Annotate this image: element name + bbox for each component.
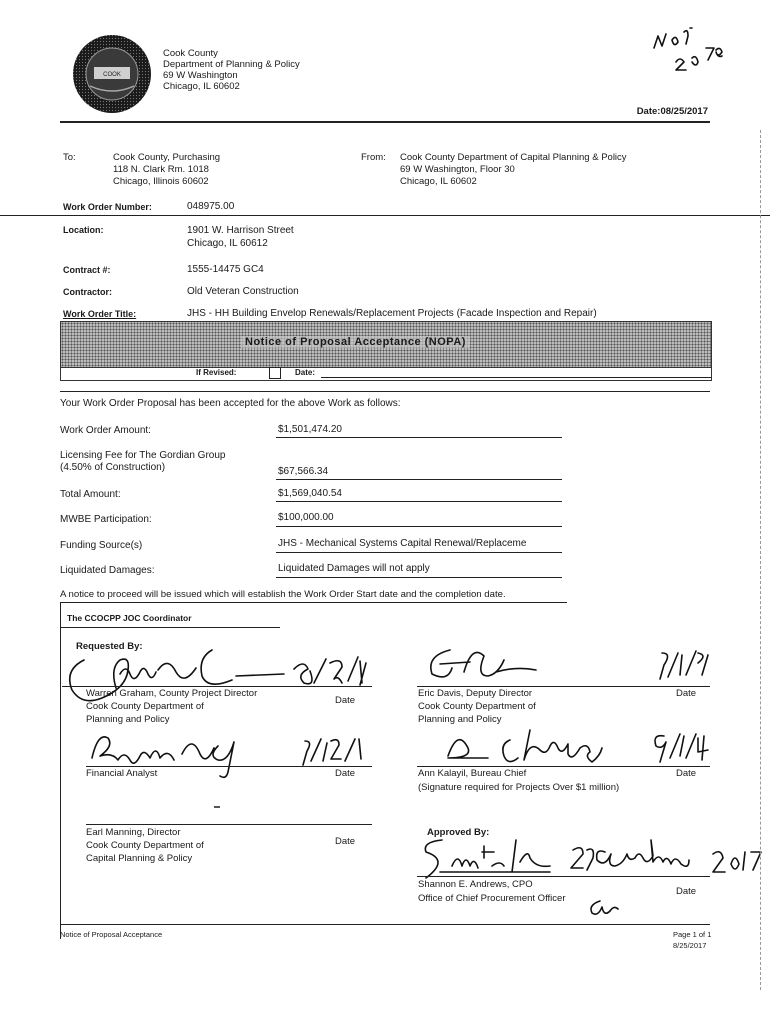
signer-line: Planning and Policy [418,714,502,725]
signature-line [62,686,372,687]
value-underline [276,526,562,527]
signer-line: Cook County Department of [86,840,204,851]
signature-line [86,766,372,767]
notice-to-proceed: A notice to proceed will be issued which will establish the Work Order Start date and the completion date. [60,589,506,600]
org-address [163,48,300,92]
signer-line: Cook County Department of [418,701,536,712]
value-underline [276,501,562,502]
org-line: Chicago, IL 60602 [163,81,240,92]
requested-by-label: Requested By: [76,641,143,652]
org-line: Department of Planning & Policy [163,59,300,70]
from-label: From: [361,152,386,163]
row-value: $100,000.00 [278,512,334,523]
signer-line: Cook County Department of [86,701,204,712]
footer-doc-name: Notice of Proposal Acceptance [60,930,163,939]
row-label: MWBE Participation: [60,514,152,525]
row-label: (4.50% of Construction) [60,462,166,473]
handwritten-date-3 [652,645,712,685]
value-underline [276,577,562,578]
signature-shannon-andrews [412,832,562,882]
date-label: Date [676,768,697,779]
rule [0,215,770,216]
footer-page: Page 1 of 1 [673,930,712,939]
work-order-title-label: Work Order Title: [63,309,137,319]
date-label: Date [335,695,356,706]
scan-edge [760,130,761,990]
svg-text:COOK: COOK [103,72,121,78]
location-label: Location: [63,225,104,235]
acceptance-intro: Your Work Order Proposal has been accepted for the above Work as follows: [60,398,401,409]
stray-mark [214,806,220,808]
rule [60,627,280,628]
date-label: Date: [636,106,661,117]
row-label: Licensing Fee for The Gordian Group [60,450,226,461]
from-line: 69 W Washington, Floor 30 [400,164,515,175]
value-underline [276,479,562,480]
location-line: 1901 W. Harrison Street [187,225,294,236]
header-rule [60,121,710,123]
to-address [113,152,220,188]
approved-by-label: Approved By: [427,827,490,838]
signature-warren-graham [62,640,292,710]
row-value: $67,566.34 [278,466,329,477]
row-label: Funding Source(s) [60,540,143,551]
row-label: Liquidated Damages: [60,565,155,576]
revised-date-line [321,377,711,378]
signer-line: Planning and Policy [86,714,170,725]
signer-name: Financial Analyst [86,768,158,779]
contract-label: Contract #: [63,265,111,275]
contract-value: 1555-14475 GC4 [187,264,264,275]
from-line: Chicago, IL 60602 [400,176,477,187]
from-line: Cook County Department of Capital Planning & Policy [400,152,627,163]
date-label: Date [676,886,697,897]
to-line: 118 N. Clark Rm. 1018 [113,164,209,175]
row-label: Total Amount: [60,489,121,500]
revised-date-label: Date: [295,368,316,377]
date-value: 08/25/2017 [660,106,708,117]
contractor-label: Contractor: [63,287,112,297]
date-label: Date [335,836,356,847]
handwritten-date-4 [650,728,710,768]
county-seal [72,34,152,114]
to-label: To: [63,152,76,163]
contractor-value: Old Veteran Construction [187,286,299,297]
org-line: Cook County [163,48,218,59]
signature-eric-davis [424,642,564,687]
coordinator-label: The CCOCPP JOC Coordinator [67,613,192,623]
row-value: JHS - Mechanical Systems Capital Renewal/Replaceme [278,538,527,549]
work-order-number: 048975.00 [187,201,235,212]
signer-line: Office of Chief Procurement Officer [418,893,566,904]
work-order-title: JHS - HH Building Envelop Renewals/Replacement Projects (Facade Inspection and Repair) [187,308,597,319]
date-label: Date [335,768,356,779]
signature-line [417,686,710,687]
work-order-number-label: Work Order Number: [63,202,152,212]
org-line: 69 W Washington [163,70,238,81]
handwritten-date-1 [290,655,370,695]
signer-name: Eric Davis, Deputy Director [418,688,533,699]
location-line: Chicago, IL 60612 [187,238,268,249]
signer-line: Capital Planning & Policy [86,853,193,864]
to-line: Chicago, Illinois 60602 [113,176,209,187]
footer-rule [60,924,710,925]
revision-bar [60,366,712,381]
footer-date: 8/25/2017 [673,941,707,950]
row-value: Liquidated Damages will not apply [278,563,430,574]
if-revised-label: If Revised: [196,368,237,377]
value-underline [276,437,562,438]
to-line: Cook County, Purchasing [113,152,221,163]
nopa-banner [60,321,712,368]
row-label: Work Order Amount: [60,425,151,436]
nopa-title: Notice of Proposal Acceptance (NOPA) [241,336,470,348]
revised-checkbox[interactable] [269,367,281,379]
row-value: $1,501,474.20 [278,424,342,435]
signature-line [86,824,372,825]
signer-line: (Signature required for Projects Over $1 million) [418,782,620,793]
signer-name: Shannon E. Andrews, CPO [418,879,533,890]
location-value [187,224,294,250]
signer-name: Earl Manning, Director [86,827,181,838]
header-date [637,106,708,117]
handwritten-date-2 [297,735,367,770]
signature-ann-kalayil [424,726,644,771]
signature-line [417,876,710,877]
corner-handwritten-note [650,18,740,78]
signature-line [417,766,710,767]
handwritten-date-5 [565,840,765,880]
initials-mark [586,895,626,920]
row-value: $1,569,040.54 [278,488,342,499]
date-label: Date [676,688,697,699]
from-address [400,152,627,188]
signer-name: Ann Kalayil, Bureau Chief [418,768,527,779]
signer-name: Warren Graham, County Project Director [86,688,258,699]
rule [60,391,710,392]
value-underline [276,552,562,553]
